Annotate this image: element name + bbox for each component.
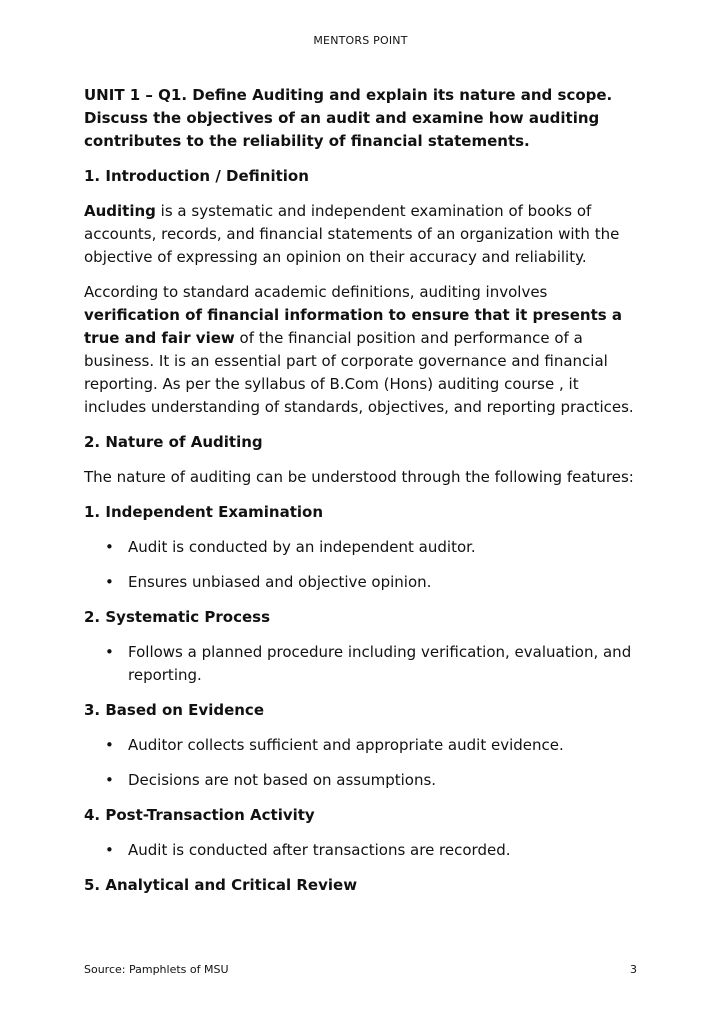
bullet-text: Decisions are not based on assumptions. bbox=[128, 771, 437, 789]
section-heading-nature: 2. Nature of Auditing bbox=[84, 433, 263, 451]
document-body bbox=[84, 84, 644, 909]
bullet-text: Audit is conducted after transactions are recorded. bbox=[128, 841, 511, 859]
bullet-dot-icon: • bbox=[105, 841, 114, 859]
feature-heading: 3. Based on Evidence bbox=[84, 701, 264, 719]
bullet-dot-icon: • bbox=[105, 573, 114, 591]
feature-based-on-evidence bbox=[84, 699, 644, 792]
bullet-list bbox=[84, 734, 644, 792]
nature-intro-paragraph: The nature of auditing can be understood through the following features: bbox=[84, 468, 634, 486]
feature-heading: 1. Independent Examination bbox=[84, 503, 324, 521]
feature-heading: 5. Analytical and Critical Review bbox=[84, 876, 358, 894]
definition-paragraph bbox=[84, 200, 644, 269]
bullet-list bbox=[84, 536, 644, 594]
true-fair-view-emphasis: verification of financial information to ensure that it presents a true and fair view bbox=[84, 306, 623, 347]
bullet-text: Follows a planned procedure including verification, evaluation, and reporting. bbox=[128, 643, 632, 684]
bullet-dot-icon: • bbox=[105, 538, 114, 556]
paragraph-end: of the financial position and performance of a business. It is an essential part of corporate governance and financial reporting. As per the syllabus of B.Com (Hons) auditing course , it includes understanding of standards, objectives, and reporting practices. bbox=[84, 329, 634, 416]
footer-source: Source: Pamphlets of MSU bbox=[84, 963, 229, 976]
feature-post-transaction-activity bbox=[84, 804, 644, 862]
definition-text: is a systematic and independent examination of books of accounts, records, and financial statements of an organization with the objective of expressing an opinion on their accuracy and reliability. bbox=[84, 202, 620, 266]
feature-analytical-critical-review bbox=[84, 874, 644, 897]
bullet-item bbox=[84, 734, 644, 757]
bullet-text: Auditor collects sufficient and appropriate audit evidence. bbox=[128, 736, 564, 754]
page-number: 3 bbox=[630, 963, 637, 976]
bullet-item bbox=[84, 769, 644, 792]
bullet-dot-icon: • bbox=[105, 643, 114, 661]
bullet-list bbox=[84, 839, 644, 862]
paragraph-start: According to standard academic definitions, auditing involves bbox=[84, 283, 548, 301]
bullet-dot-icon: • bbox=[105, 771, 114, 789]
feature-heading: 2. Systematic Process bbox=[84, 608, 271, 626]
bullet-item bbox=[84, 571, 644, 594]
bullet-text: Audit is conducted by an independent auditor. bbox=[128, 538, 476, 556]
bullet-item bbox=[84, 536, 644, 559]
bullet-dot-icon: • bbox=[105, 736, 114, 754]
page-header: MENTORS POINT bbox=[313, 34, 408, 47]
bullet-item bbox=[84, 641, 644, 687]
auditing-term: Auditing bbox=[84, 202, 156, 220]
section-heading-introduction: 1. Introduction / Definition bbox=[84, 167, 309, 185]
bullet-list bbox=[84, 641, 644, 687]
bullet-text: Ensures unbiased and objective opinion. bbox=[128, 573, 432, 591]
feature-heading: 4. Post-Transaction Activity bbox=[84, 806, 315, 824]
feature-systematic-process bbox=[84, 606, 644, 687]
feature-independent-examination bbox=[84, 501, 644, 594]
academic-definition-paragraph bbox=[84, 281, 644, 419]
question-title: UNIT 1 – Q1. Define Auditing and explain its nature and scope. Discuss the objectives of an audit and examine how auditing contributes to the reliability of financial statements. bbox=[84, 86, 613, 150]
bullet-item bbox=[84, 839, 644, 862]
